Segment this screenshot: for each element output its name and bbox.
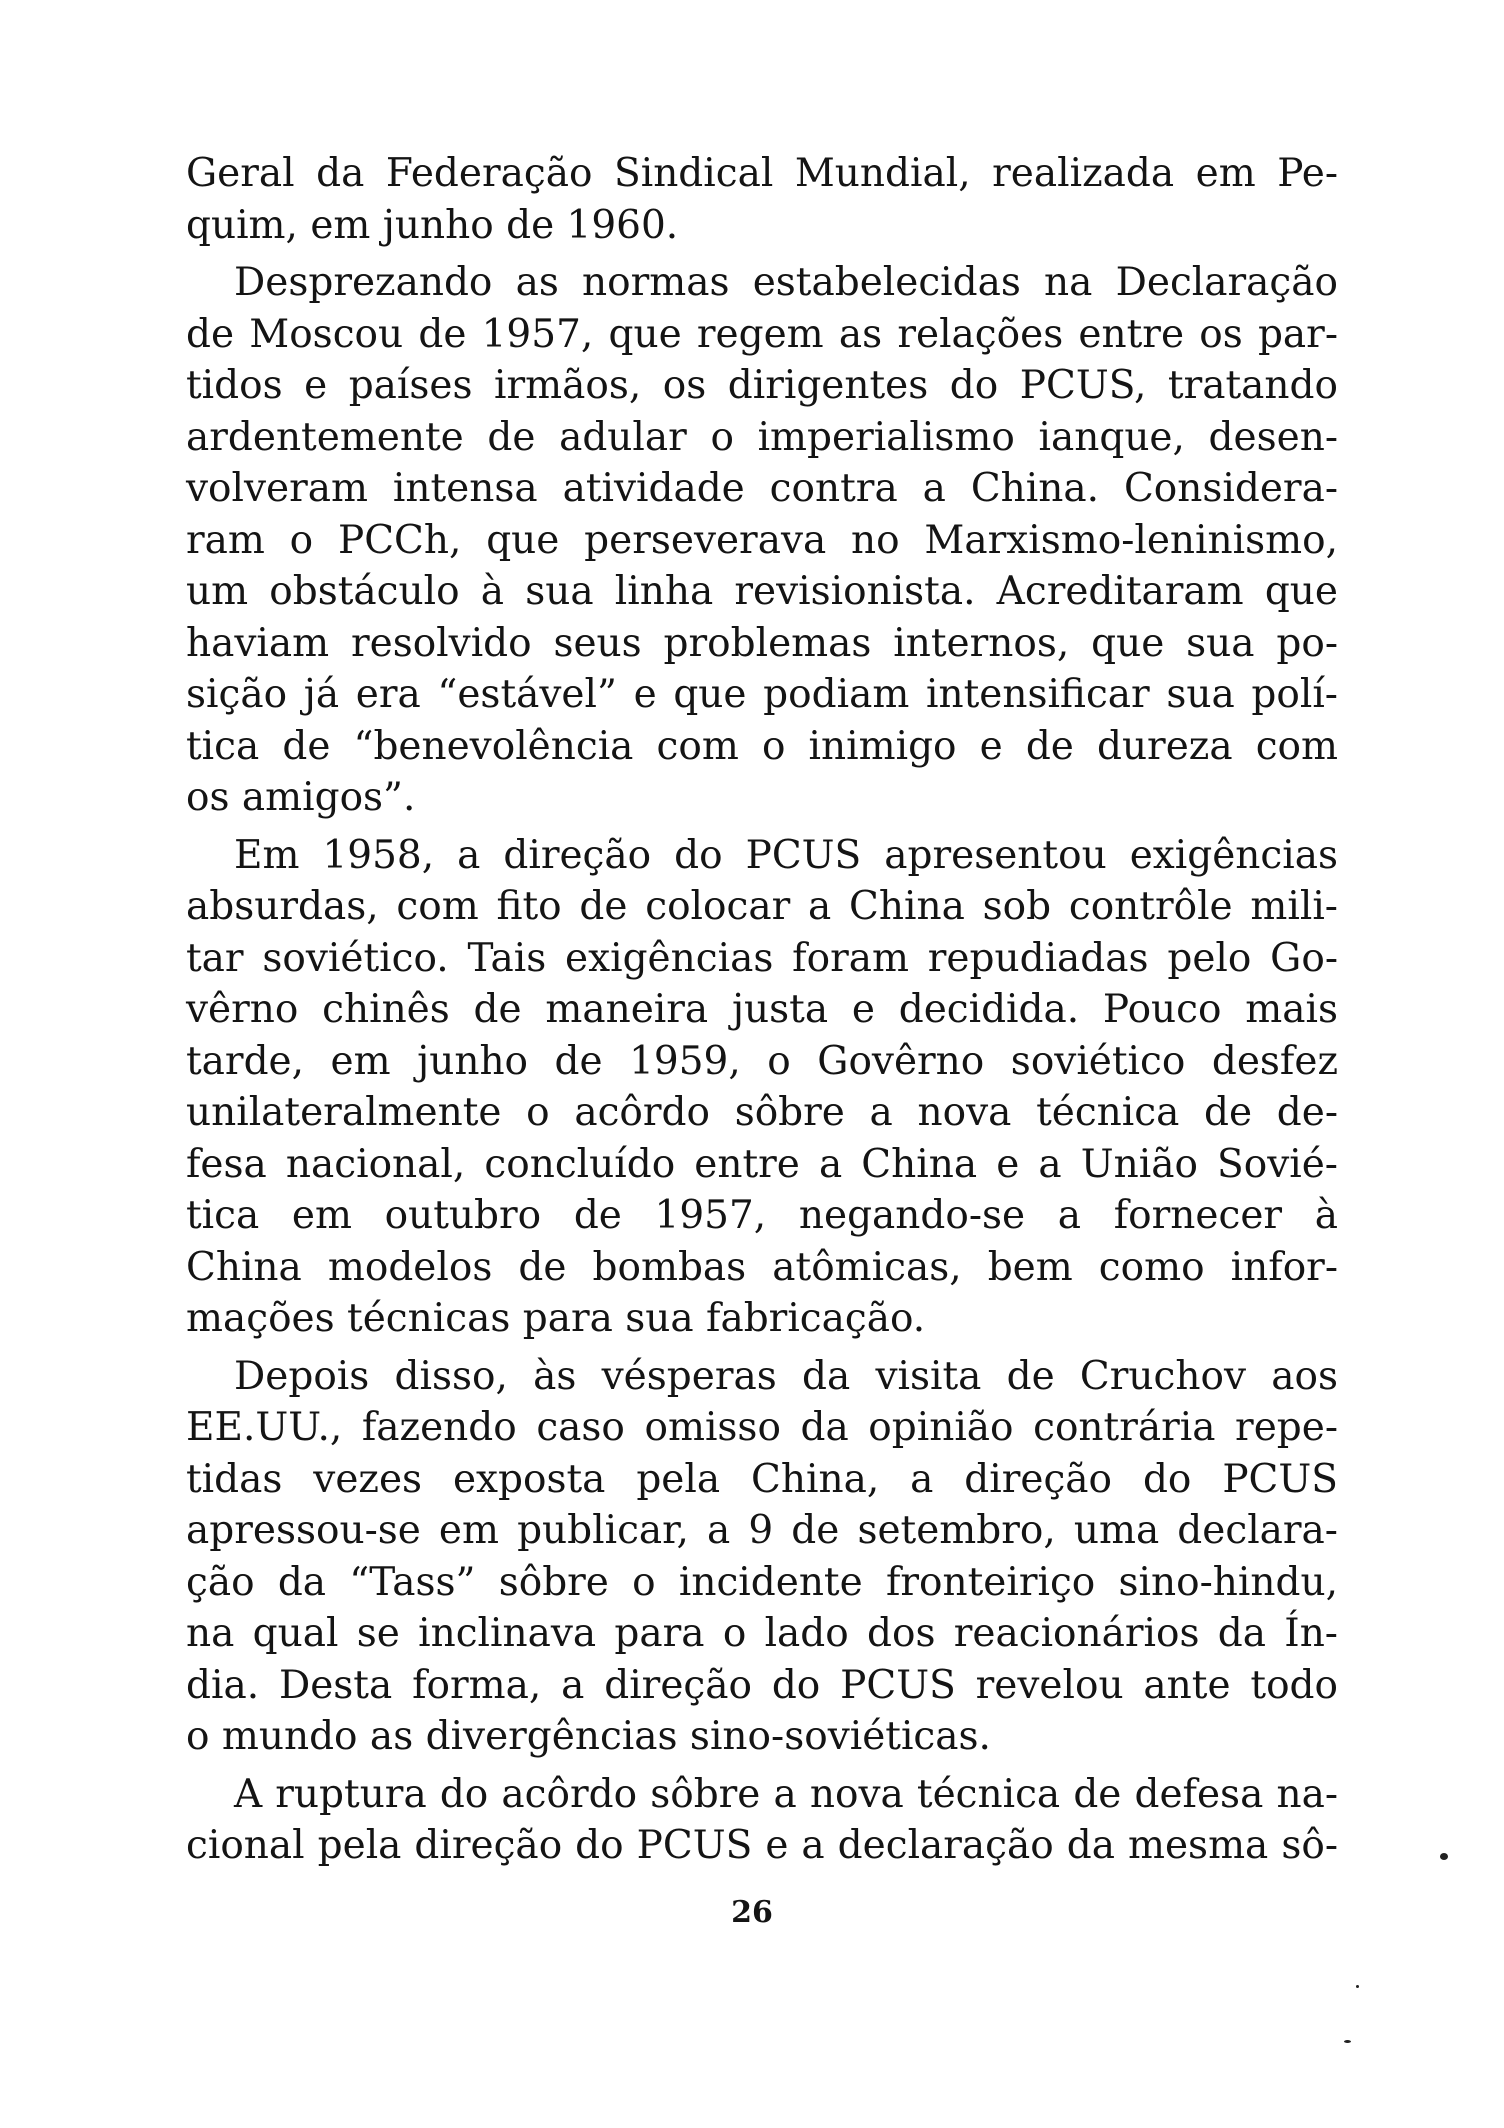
scan-speck <box>1440 1853 1448 1860</box>
text-line: vêrno chinês de maneira justa e decidida. Pouco mais <box>186 987 1338 1032</box>
text-line: de Moscou de 1957, que regem as relações entre os par- <box>186 311 1338 357</box>
text-line: um obstáculo à sua linha revisionista. Acreditaram que <box>186 569 1338 614</box>
text-line: EE.UU., fazendo caso omisso da opinião contrária repe- <box>186 1405 1338 1450</box>
text-line: cional pela direção do PCUS e a declaração da mesma sô- <box>186 1823 1338 1868</box>
text-line: ram o PCCh, que perseverava no Marxismo-leninismo, <box>186 517 1338 563</box>
page-number: 26 <box>731 1895 773 1930</box>
scan-speck <box>1356 1985 1359 1988</box>
paragraph <box>186 257 1338 824</box>
text-line: tica de “benevolência com o inimigo e de dureza com <box>186 723 1338 769</box>
text-line: Desprezando as normas estabelecidas na Declaração <box>234 260 1338 305</box>
paragraph <box>186 1351 1338 1763</box>
text-line: tar soviético. Tais exigências foram repudiadas pelo Go- <box>186 935 1338 981</box>
text-line: o mundo as divergências sino-soviéticas. <box>186 1714 991 1759</box>
text-line: apressou-se em publicar, a 9 de setembro, uma declara- <box>186 1508 1338 1553</box>
text-line: ção da “Tass” sôbre o incidente fronteiriço sino-hindu, <box>186 1559 1338 1605</box>
text-line: A ruptura do acôrdo sôbre a nova técnica de defesa na- <box>234 1771 1338 1817</box>
text-line: Geral da Federação Sindical Mundial, realizada em Pe- <box>186 151 1338 196</box>
text-line: tidos e países irmãos, os dirigentes do PCUS, tratando <box>186 363 1338 408</box>
text-line: na qual se inclinava para o lado dos reacionários da Ín- <box>186 1611 1338 1656</box>
text-line: mações técnicas para sua fabricação. <box>186 1296 926 1341</box>
text-line: Depois disso, às vésperas da visita de Cruchov aos <box>234 1353 1338 1399</box>
text-line: absurdas, com fito de colocar a China sob contrôle mili- <box>186 884 1338 929</box>
text-line: China modelos de bombas atômicas, bem como infor- <box>186 1244 1338 1290</box>
text-line: tarde, em junho de 1959, o Govêrno soviético desfez <box>186 1038 1338 1084</box>
scan-speck <box>1344 2040 1351 2043</box>
text-line: haviam resolvido seus problemas internos, que sua po- <box>186 620 1338 666</box>
text-line: volveram intensa atividade contra a China. Considera- <box>186 466 1338 511</box>
text-line: fesa nacional, concluído entre a China e a União Sovié- <box>186 1141 1338 1187</box>
text-line: ardentemente de adular o imperialismo ianque, desen- <box>186 414 1338 460</box>
text-line: sição já era “estável” e que podiam intensificar sua polí- <box>186 672 1338 717</box>
paragraph <box>186 148 1338 251</box>
paragraph <box>186 1769 1338 1872</box>
text-line: tidas vezes exposta pela China, a direção do PCUS <box>186 1456 1338 1502</box>
text-line: unilateralmente o acôrdo sôbre a nova técnica de de- <box>186 1090 1338 1135</box>
body-text <box>186 148 1338 1872</box>
text-line: quim, em junho de 1960. <box>186 202 679 248</box>
text-line: dia. Desta forma, a direção do PCUS revelou ante todo <box>186 1662 1338 1708</box>
text-line: Em 1958, a direção do PCUS apresentou exigências <box>234 832 1338 878</box>
text-line: tica em outubro de 1957, negando-se a fornecer à <box>186 1193 1338 1238</box>
text-line: os amigos”. <box>186 775 416 820</box>
paragraph <box>186 830 1338 1345</box>
